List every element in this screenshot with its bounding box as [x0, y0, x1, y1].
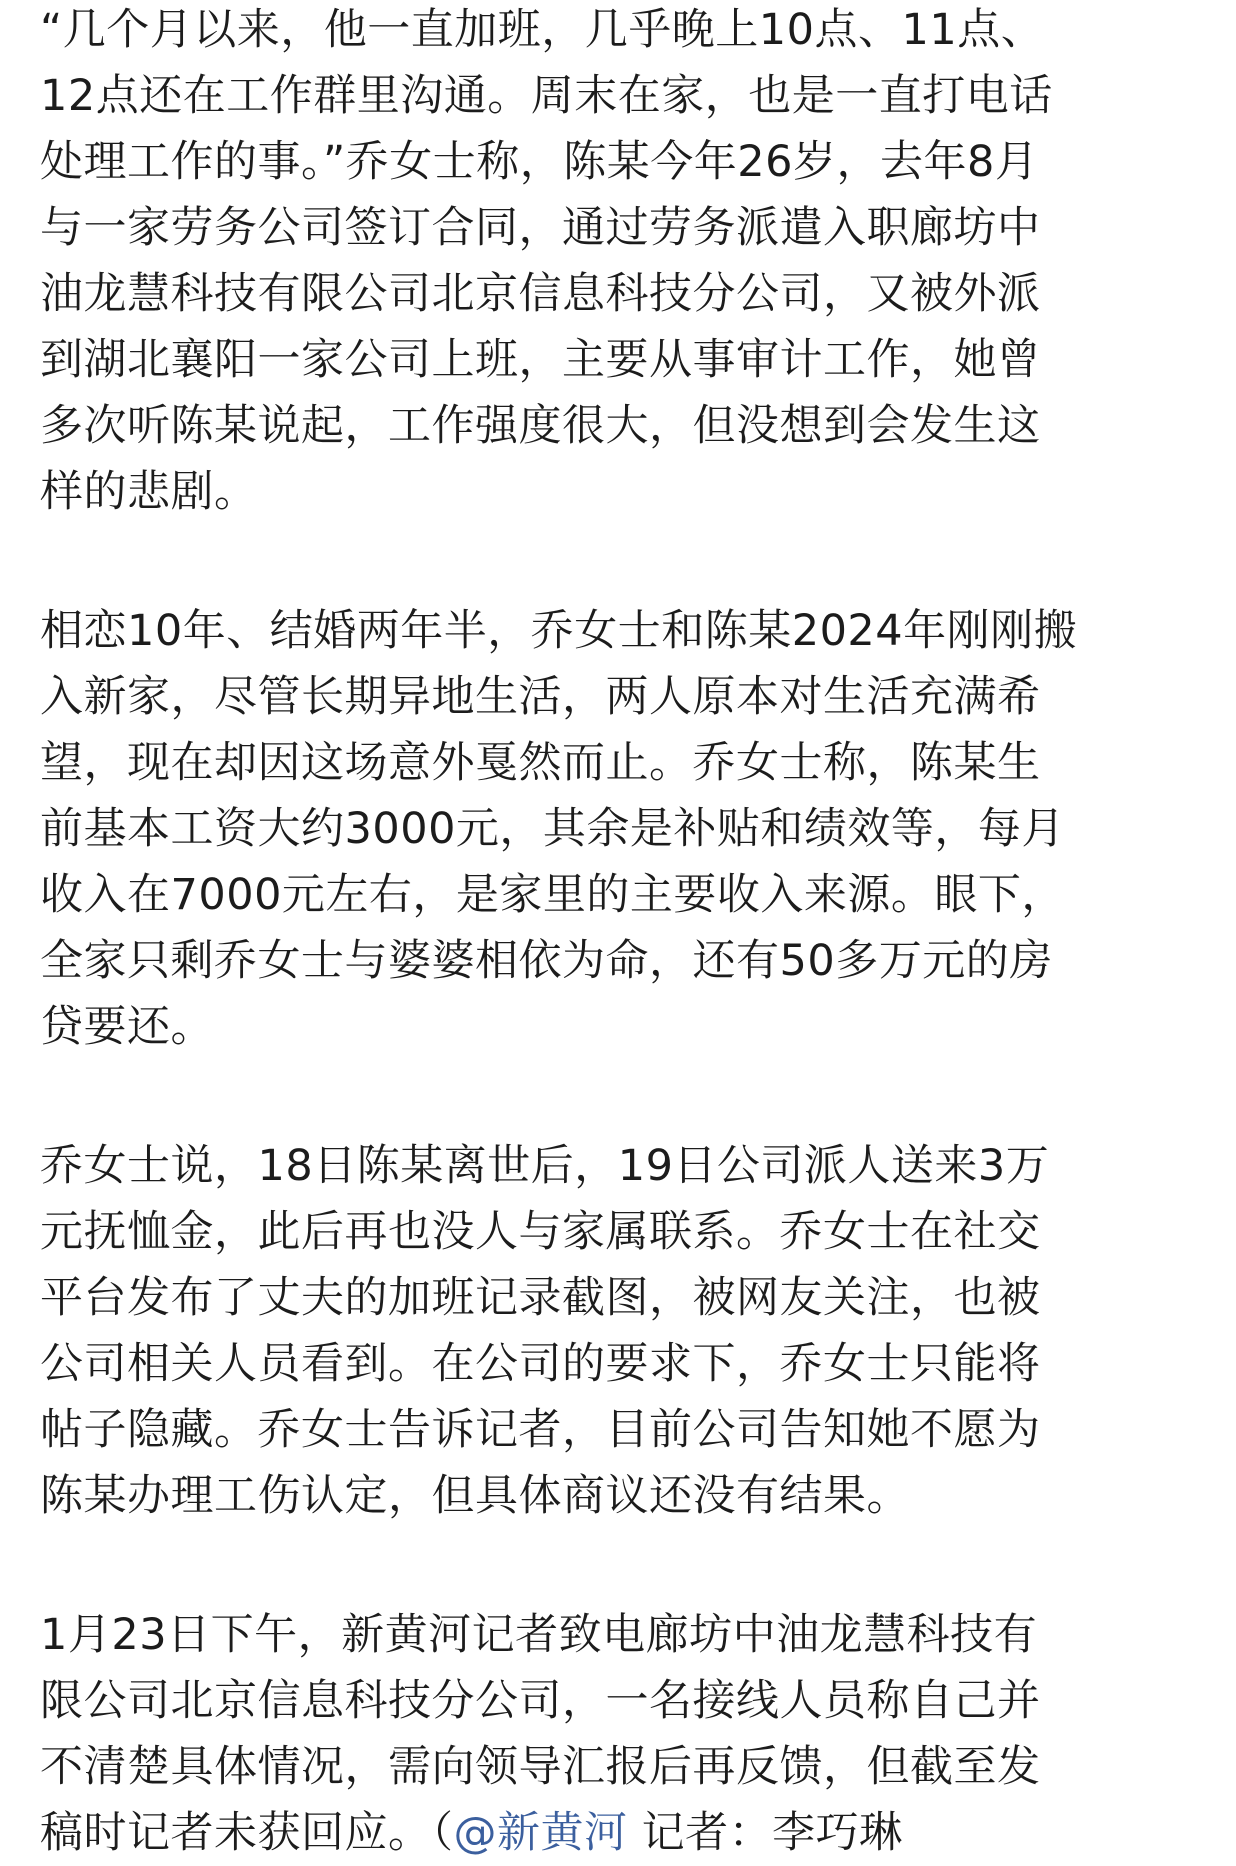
text-line: 不清楚具体情况，需向领导汇报后再反馈，但截至发 — [40, 1742, 1041, 1792]
reporter-credit: 记者：李巧琳 — [627, 1808, 903, 1858]
text-line: 收入在7000元左右，是家里的主要收入来源。眼下， — [40, 870, 1065, 920]
text-line: 乔女士说，18日陈某离世后，19日公司派人送来3万 — [40, 1141, 1050, 1191]
text-line: 前基本工资大约3000元，其余是补贴和绩效等，每月 — [40, 804, 1065, 854]
article-body — [40, 0, 1200, 1866]
paragraph-1 — [40, 0, 1200, 525]
text-line: 全家只剩乔女士与婆婆相依为命，还有50多万元的房 — [40, 936, 1053, 986]
paragraph-spacer — [40, 525, 1200, 598]
text-line: 12点还在工作群里沟通。周末在家，也是一直打电话 — [40, 71, 1053, 121]
text-line: 样的悲剧。 — [40, 467, 258, 517]
text-line: 相恋10年、结婚两年半，乔女士和陈某2024年刚刚搬 — [40, 606, 1078, 656]
author-mention-link[interactable]: @新黄河 — [453, 1808, 628, 1858]
text-line: 贷要还。 — [40, 1002, 214, 1052]
text-line: 油龙慧科技有限公司北京信息科技分公司，又被外派 — [40, 269, 1041, 319]
text-line: 1月23日下午，新黄河记者致电廊坊中油龙慧科技有 — [40, 1610, 1038, 1660]
text-line: 元抚恤金，此后再也没人与家属联系。乔女士在社交 — [40, 1207, 1041, 1257]
text-line: 多次听陈某说起，工作强度很大，但没想到会发生这 — [40, 401, 1041, 451]
paragraph-2 — [40, 598, 1200, 1060]
text-line: 平台发布了丈夫的加班记录截图，被网友关注，也被 — [40, 1273, 1041, 1323]
paragraph-3 — [40, 1133, 1200, 1529]
paragraph-spacer — [40, 1529, 1200, 1602]
text-line: 处理工作的事。”乔女士称，陈某今年26岁，去年8月 — [40, 137, 1039, 187]
text-line: 限公司北京信息科技分公司，一名接线人员称自己并 — [40, 1676, 1041, 1726]
text-line-last — [40, 1800, 1200, 1866]
paragraph-spacer — [40, 1060, 1200, 1133]
text-line: 陈某办理工伤认定，但具体商议还没有结果。 — [40, 1471, 910, 1521]
text-line: 到湖北襄阳一家公司上班，主要从事审计工作，她曾 — [40, 335, 1041, 385]
closing-text: 稿时记者未获回应。（ — [40, 1808, 454, 1858]
text-line: 望，现在却因这场意外戛然而止。乔女士称，陈某生 — [40, 738, 1041, 788]
text-line: “几个月以来，他一直加班，几乎晚上10点、11点、 — [40, 5, 1045, 55]
text-line: 入新家，尽管长期异地生活，两人原本对生活充满希 — [40, 672, 1041, 722]
text-line: 与一家劳务公司签订合同，通过劳务派遣入职廊坊中 — [40, 203, 1041, 253]
paragraph-4 — [40, 1602, 1200, 1866]
text-line: 帖子隐藏。乔女士告诉记者，目前公司告知她不愿为 — [40, 1405, 1041, 1455]
text-line: 公司相关人员看到。在公司的要求下，乔女士只能将 — [40, 1339, 1041, 1389]
